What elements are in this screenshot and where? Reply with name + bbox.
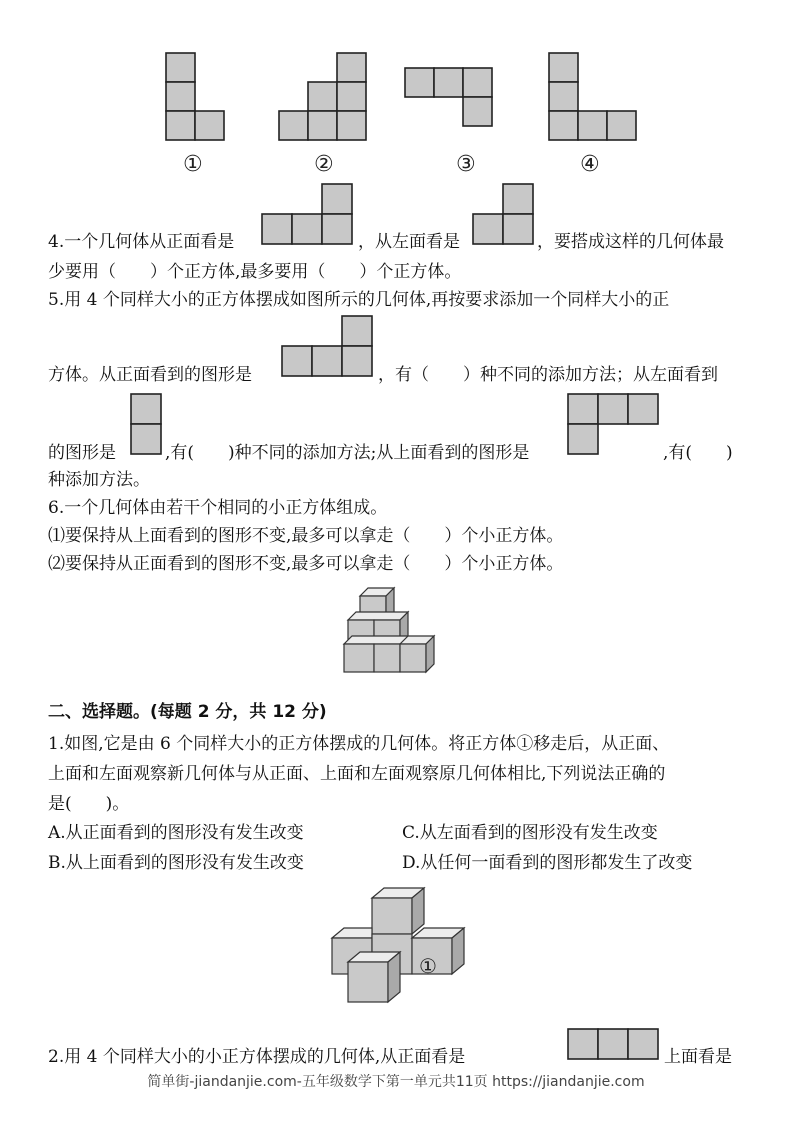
- s2-q2-text-a: 2.用 4 个同样大小的小正方体摆成的几何体,从正面看是: [48, 1047, 466, 1067]
- figure-label-2: ②: [314, 152, 334, 177]
- q6-stem: 6.一个几何体由若干个相同的小正方体组成。: [48, 498, 388, 518]
- option-d[interactable]: D.从任何一面看到的图形都发生了改变: [402, 853, 693, 873]
- q4-front-view-figure: [256, 183, 356, 247]
- q4-text-part-1: 4.一个几何体从正面看是: [48, 232, 235, 252]
- s2-q1-line-1: 1.如图,它是由 6 个同样大小的正方体摆成的几何体。将正方体①移走后，从正面、: [48, 734, 670, 754]
- q5-text-line-1: 5.用 4 个同样大小的正方体摆成如图所示的几何体,再按要求添加一个同样大小的正: [48, 290, 670, 310]
- view-figure-1: [160, 50, 230, 146]
- section-heading: 二、选择题。(每题 2 分，共 12 分): [48, 702, 327, 722]
- q4-text-part-3: ，要搭成这样的几何体最: [537, 232, 724, 252]
- s2-q2-text-b: 上面看是: [664, 1047, 732, 1067]
- q4-text-part-2: ，从左面看是: [358, 232, 460, 252]
- s2-six-cube-figure: [328, 886, 468, 1018]
- q4-left-view-figure: [470, 183, 536, 247]
- q4-text-line-2: 少要用（ ）个正方体,最多要用（ ）个正方体。: [48, 262, 462, 282]
- view-figure-3: [402, 64, 498, 134]
- option-c[interactable]: C.从左面看到的图形没有发生改变: [402, 823, 658, 843]
- page-footer: 简单街-jiandanjie.com-五年级数学下第一单元共11页 https://jiandanjie.com: [147, 1074, 645, 1090]
- q5-text-part-2b: ，有（ ）种不同的添加方法；从左面看到: [378, 365, 718, 385]
- q5-left-view-figure: [128, 392, 164, 456]
- s2-q1-line-2: 上面和左面观察新几何体与从正面、上面和左面观察原几何体相比,下列说法正确的: [48, 764, 666, 784]
- q5-top-view-figure: [565, 392, 661, 456]
- q6-cube-stack-figure: [340, 582, 450, 690]
- q5-front-view-figure: [280, 314, 376, 378]
- view-figure-2: [276, 50, 372, 146]
- s2-q1-line-3: 是( )。: [48, 794, 130, 814]
- s2-q2-front-view-figure: [562, 1026, 662, 1062]
- figure-label-1: ①: [183, 152, 203, 177]
- q5-text-part-3a: 的图形是: [48, 443, 116, 463]
- figure-label-3: ③: [456, 152, 476, 177]
- option-b[interactable]: B.从上面看到的图形没有发生改变: [48, 853, 304, 873]
- q5-text-part-3c: ,有( ): [663, 443, 733, 463]
- cube-1-label: ①: [419, 954, 437, 978]
- q5-text-part-3b: ,有( )种不同的添加方法;从上面看到的图形是: [165, 443, 530, 463]
- q5-text-part-2a: 方体。从正面看到的图形是: [48, 365, 252, 385]
- figure-label-4: ④: [580, 152, 600, 177]
- option-a[interactable]: A.从正面看到的图形没有发生改变: [48, 823, 304, 843]
- q6-part-1: ⑴要保持从上面看到的图形不变,最多可以拿走（ ）个小正方体。: [48, 526, 564, 546]
- q6-part-2: ⑵要保持从正面看到的图形不变,最多可以拿走（ ）个小正方体。: [48, 554, 564, 574]
- view-figure-4: [546, 50, 642, 146]
- q5-text-line-4: 种添加方法。: [48, 470, 150, 490]
